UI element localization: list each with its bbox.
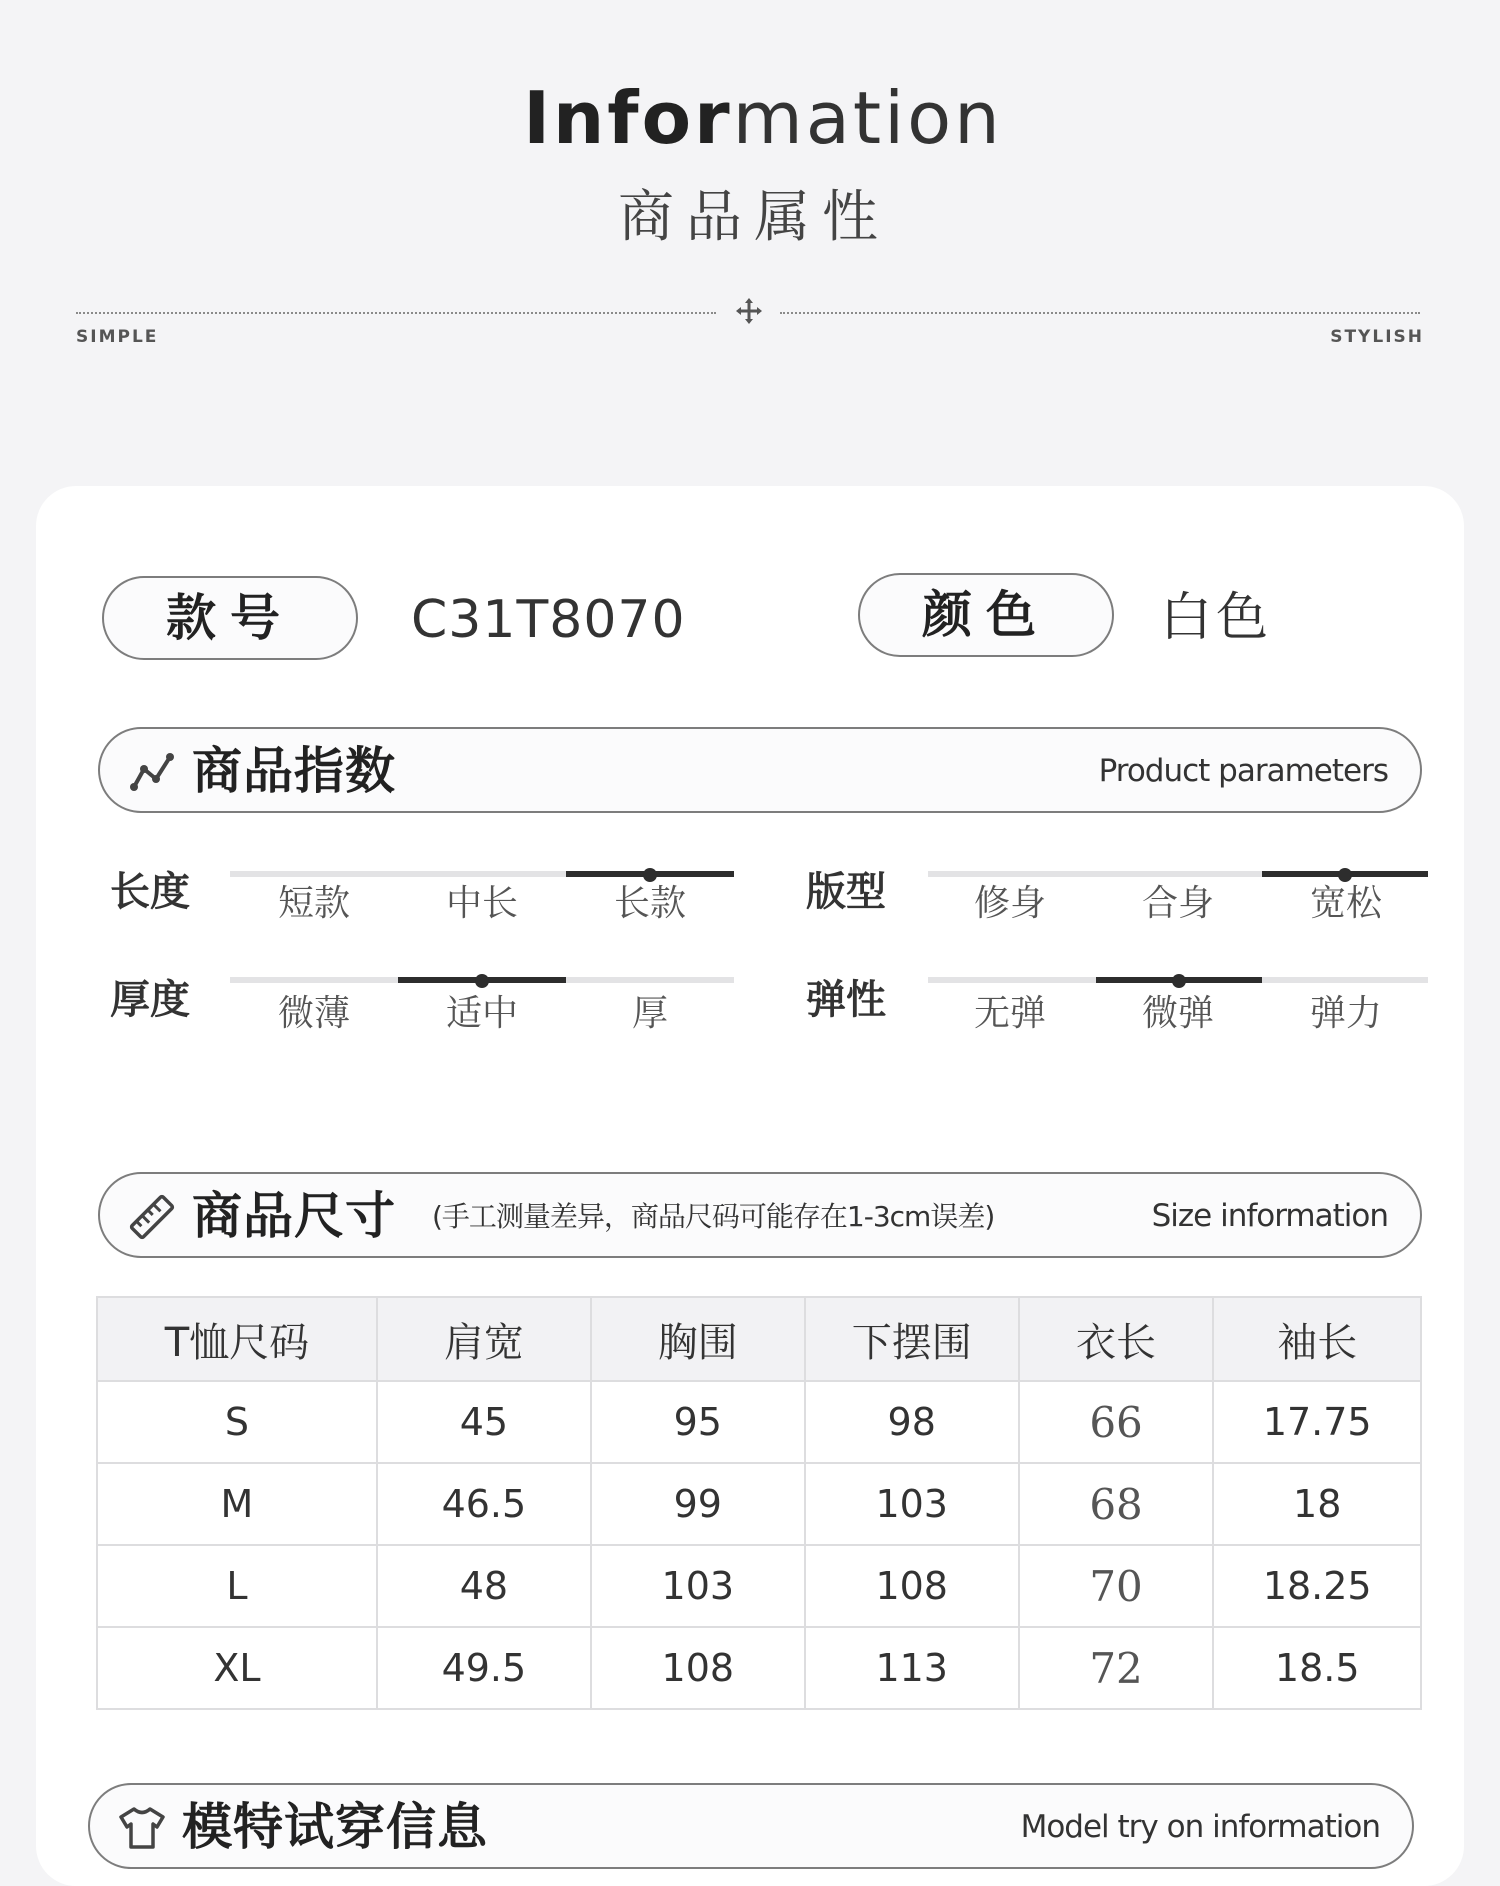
table-cell: 68 [1019,1463,1214,1545]
move-cross-icon [734,296,764,326]
size-table [96,1296,1422,1710]
param-option: 短款 [277,883,350,924]
table-cell: 108 [805,1545,1019,1627]
table-row [97,1627,1421,1709]
param-label-length: 长度 [110,869,190,915]
param-marker-elasticity [1172,974,1186,988]
params-section-title: 商品指数 [192,742,396,800]
table-cell: 49.5 [377,1627,591,1709]
table-cell: 98 [805,1381,1019,1463]
model-number-label: 款号 [102,576,358,660]
divider-left [76,312,716,314]
table-cell: 17.75 [1213,1381,1421,1463]
table-cell: 113 [805,1627,1019,1709]
info-title [0,76,1500,160]
param-marker-fit [1338,868,1352,882]
table-cell: 72 [1019,1627,1214,1709]
table-cell: 46.5 [377,1463,591,1545]
color-value: 白色 [1160,588,1273,648]
table-header-cell: 胸围 [591,1297,805,1381]
table-cell: 48 [377,1545,591,1627]
table-cell: 103 [805,1463,1019,1545]
model-section-title-en: Model try on information [1020,1809,1380,1845]
size-section-title: 商品尺寸 [192,1187,396,1245]
table-cell: 18 [1213,1463,1421,1545]
param-option: 适中 [445,993,518,1034]
table-cell: 99 [591,1463,805,1545]
model-section-title: 模特试穿信息 [182,1798,488,1856]
params-section-title-en: Product parameters [1098,753,1388,789]
size-section-header [98,1172,1422,1258]
param-label-fit: 版型 [806,869,886,915]
param-option: 微弹 [1141,993,1214,1034]
param-option: 微薄 [277,993,350,1034]
params-section-header [98,727,1422,813]
table-cell: 108 [591,1627,805,1709]
table-header-cell: T恤尺码 [97,1297,377,1381]
divider-right [780,312,1420,314]
table-header-cell: 下摆围 [805,1297,1019,1381]
table-cell: M [97,1463,377,1545]
table-cell: 18.25 [1213,1545,1421,1627]
table-cell: L [97,1545,377,1627]
table-cell: S [97,1381,377,1463]
param-label-thickness: 厚度 [110,977,190,1023]
info-title-bold: Infor [523,76,733,160]
simple-label: SIMPLE [76,327,159,347]
table-cell: 95 [591,1381,805,1463]
param-option: 无弹 [973,993,1046,1034]
table-row [97,1463,1421,1545]
param-marker-length [643,868,657,882]
table-row [97,1381,1421,1463]
model-number-value: C31T8070 [411,590,686,650]
table-cell: XL [97,1627,377,1709]
param-option: 宽松 [1309,883,1382,924]
table-cell: 45 [377,1381,591,1463]
table-cell: 18.5 [1213,1627,1421,1709]
param-option: 弹力 [1309,993,1382,1034]
table-header-cell: 衣长 [1019,1297,1214,1381]
table-cell: 66 [1019,1381,1214,1463]
size-section-title-en: Size information [1151,1198,1388,1234]
table-row [97,1545,1421,1627]
param-option: 中长 [445,883,518,924]
table-cell: 70 [1019,1545,1214,1627]
table-header-cell: 袖长 [1213,1297,1421,1381]
param-marker-thickness [475,974,489,988]
param-label-elasticity: 弹性 [806,977,886,1023]
info-title-light: mation [732,76,1003,160]
stylish-label: STYLISH [1330,327,1424,347]
tshirt-icon [118,1805,166,1851]
table-header-cell: 肩宽 [377,1297,591,1381]
table-header-row [97,1297,1421,1381]
info-subtitle: 商品属性 [618,185,890,250]
table-cell: 103 [591,1545,805,1627]
color-label: 颜色 [858,573,1114,657]
param-option: 长款 [613,883,686,924]
ruler-icon [128,1194,176,1240]
trend-line-icon [128,749,176,795]
size-section-note: (手工测量差异，商品尺码可能存在1-3cm误差) [432,1200,995,1233]
model-section-header [88,1783,1414,1869]
param-option: 修身 [973,883,1046,924]
param-option: 厚 [631,993,668,1034]
param-option: 合身 [1141,883,1214,924]
